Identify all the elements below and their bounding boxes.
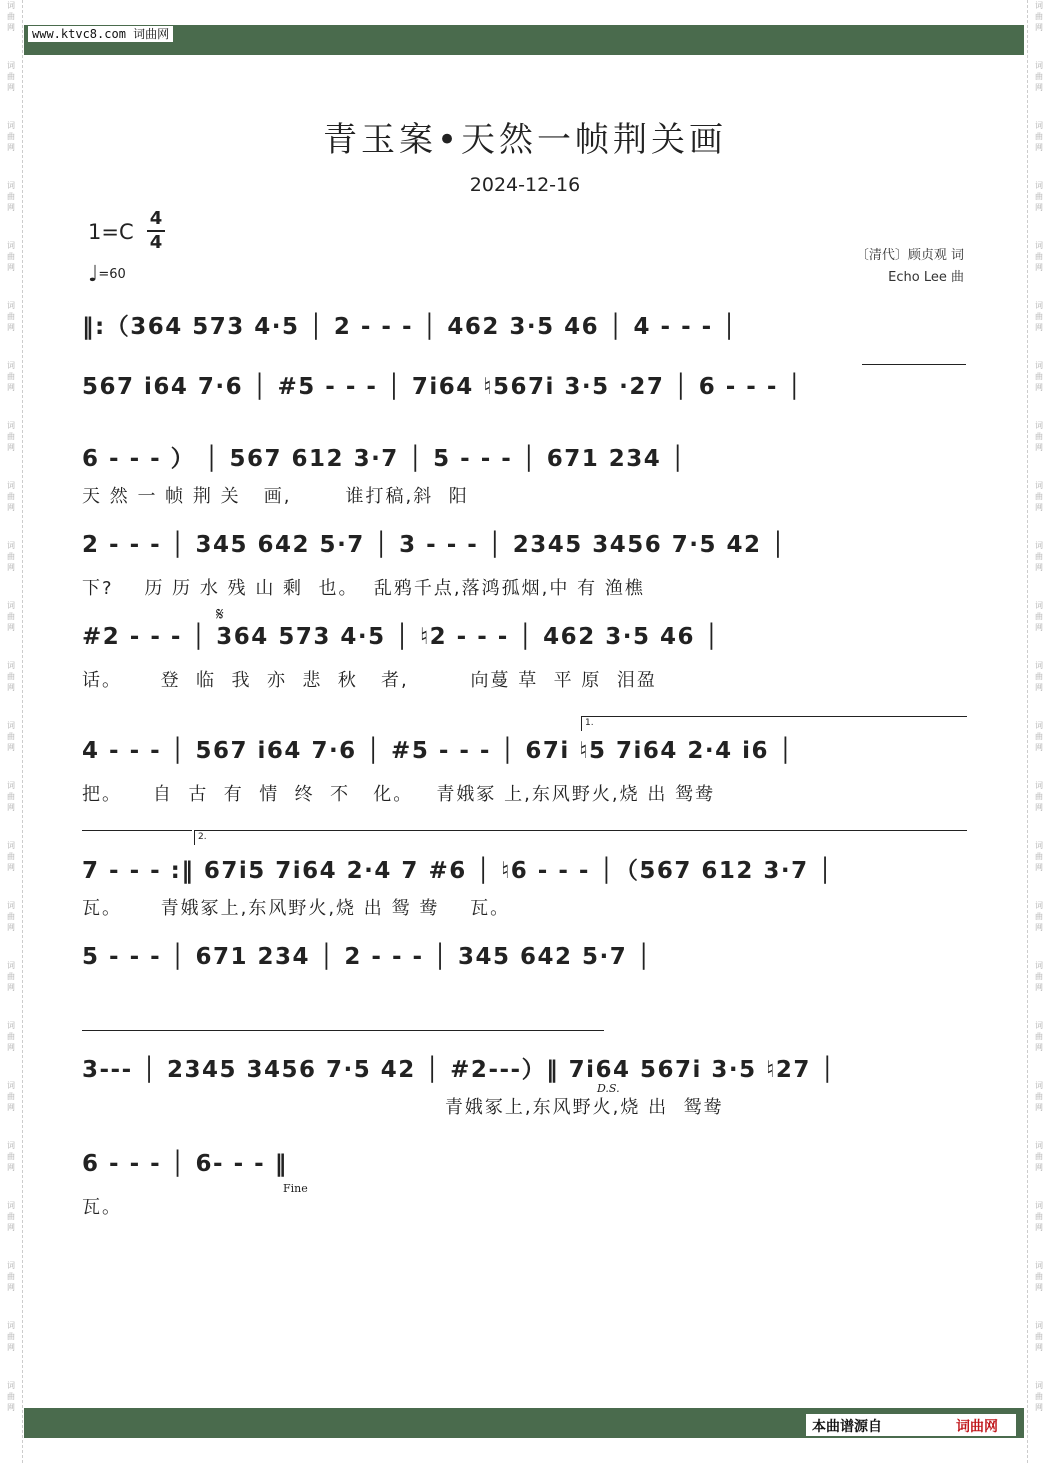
lyric-line-3: 天 然 一 帧 荆 关 画, 谁打稿,斜 阳 <box>82 486 469 507</box>
time-sig-top: 4 <box>149 208 163 229</box>
score-line-5: #2 - - - │ 364 573 4·5 │ ♮2 - - - │ 462 3·5 46 │ <box>82 624 720 650</box>
quarter-note-icon: ♩ <box>88 262 99 287</box>
side-watermark-text: 词 曲 网 <box>1035 781 1043 812</box>
brand-link[interactable]: 词曲网 <box>956 1419 998 1435</box>
key-signature: 1=C <box>88 220 134 244</box>
score-line-6: 4 - - - │ 567 i64 7·6 │ #5 - - - │ 67i ♮5 7i64 2·4 i6 │ <box>82 738 794 764</box>
side-watermark-text: 词 曲 网 <box>7 301 15 332</box>
score-line-10: 6 - - - │ 6- - - ‖ <box>82 1151 288 1177</box>
side-watermark-text: 词 曲 网 <box>1035 301 1043 332</box>
left-dashed-rule <box>22 0 23 1463</box>
score-line-8: 5 - - - │ 671 234 │ 2 - - - │ 345 642 5·7 │ <box>82 944 653 970</box>
side-watermark-text: 词 曲 网 <box>7 1141 15 1172</box>
volta-2-continuation <box>82 1030 604 1031</box>
tempo-mark <box>88 262 126 287</box>
volta-1-label: 1. <box>585 718 594 728</box>
lyricist-credit: 〔清代〕顾贞观 词 <box>855 248 964 263</box>
tie-line <box>862 364 966 365</box>
time-sig-bottom: 4 <box>147 230 165 254</box>
side-watermark-text: 词 曲 网 <box>1035 361 1043 392</box>
side-watermark-text: 词 曲 网 <box>7 481 15 512</box>
right-watermark-strip <box>1030 0 1048 1463</box>
site-url-link[interactable]: www.ktvc8.com 词曲网 <box>28 26 173 42</box>
score-line-4: 2 - - - │ 345 642 5·7 │ 3 - - - │ 2345 3456 7·5 42 │ <box>82 532 787 558</box>
score-line-7: 7 - - - :‖ 67i5 7i64 2·4 7 #6 │ ♮6 - - - │（567 612 3·7 │ <box>82 858 834 884</box>
lyric-line-7: 瓦。 青娥冢上,东风野火,烧 出 鸳 鸯 瓦。 <box>82 898 511 919</box>
score-line-1: ‖:（364 573 4·5 │ 2 - - - │ 462 3·5 46 │ 4 - - - │ <box>82 314 738 340</box>
side-watermark-text: 词 曲 网 <box>1035 1261 1043 1292</box>
side-watermark-text: 词 曲 网 <box>1035 481 1043 512</box>
side-watermark-text: 词 曲 网 <box>1035 1 1043 32</box>
volta-2-bracket <box>194 830 967 845</box>
score-line-2: 567 i64 7·6 │ #5 - - - │ 7i64 ♮567i 3·5 ·27 │ 6 - - - │ <box>82 374 803 400</box>
segno-icon: 𝄋 <box>216 604 224 625</box>
side-watermark-text: 词 曲 网 <box>7 901 15 932</box>
side-watermark-text: 词 曲 网 <box>1035 541 1043 572</box>
side-watermark-text: 词 曲 网 <box>7 361 15 392</box>
side-watermark-text: 词 曲 网 <box>7 241 15 272</box>
lyric-line-5: 话。 登 临 我 亦 悲 秋 者, 向蔓 草 平 原 泪盈 <box>82 670 657 691</box>
fine-mark: Fine <box>283 1182 308 1195</box>
side-watermark-text: 词 曲 网 <box>1035 1381 1043 1412</box>
side-watermark-text: 词 曲 网 <box>1035 601 1043 632</box>
side-watermark-text: 词 曲 网 <box>1035 1021 1043 1052</box>
side-watermark-text: 词 曲 网 <box>1035 61 1043 92</box>
side-watermark-text: 词 曲 网 <box>1035 121 1043 152</box>
side-watermark-text: 词 曲 网 <box>1035 1081 1043 1112</box>
footer-bar <box>24 1408 1024 1438</box>
lyric-line-4: 下? 历 历 水 残 山 剩 也。 乱鸦千点,落鸿孤烟,中 有 渔樵 <box>82 578 645 599</box>
score-line-3: 6 - - - ） │ 567 612 3·7 │ 5 - - - │ 671 234 │ <box>82 446 687 472</box>
side-watermark-text: 词 曲 网 <box>7 1021 15 1052</box>
header-bar <box>24 25 1024 55</box>
side-watermark-text: 词 曲 网 <box>7 781 15 812</box>
song-title: 青玉案•天然一帧荆关画 <box>322 120 728 160</box>
side-watermark-text: 词 曲 网 <box>7 1261 15 1292</box>
side-watermark-text: 词 曲 网 <box>1035 1321 1043 1352</box>
side-watermark-text: 词 曲 网 <box>1035 1141 1043 1172</box>
volta-2-label: 2. <box>198 832 207 842</box>
score-line-9: 3--- │ 2345 3456 7·5 42 │ #2---）‖ 7i64 567i 3·5 ♮27 │ <box>82 1057 836 1083</box>
right-dashed-rule <box>1027 0 1028 1463</box>
volta-1-continuation <box>82 830 192 831</box>
side-watermark-text: 词 曲 网 <box>7 961 15 992</box>
lyric-line-10: 瓦。 <box>82 1197 122 1218</box>
volta-1-bracket <box>581 716 967 731</box>
side-watermark-text: 词 曲 网 <box>7 1 15 32</box>
side-watermark-text: 词 曲 网 <box>7 841 15 872</box>
lyric-line-6: 把。 自 古 有 情 终 不 化。 青娥冢 上,东风野火,烧 出 鸳鸯 <box>82 784 716 805</box>
side-watermark-text: 词 曲 网 <box>7 601 15 632</box>
side-watermark-text: 词 曲 网 <box>7 661 15 692</box>
left-watermark-strip <box>2 0 20 1463</box>
side-watermark-text: 词 曲 网 <box>7 181 15 212</box>
song-date: 2024-12-16 <box>469 174 581 196</box>
side-watermark-text: 词 曲 网 <box>7 1081 15 1112</box>
side-watermark-text: 词 曲 网 <box>1035 241 1043 272</box>
side-watermark-text: 词 曲 网 <box>7 61 15 92</box>
side-watermark-text: 词 曲 网 <box>1035 961 1043 992</box>
dal-segno-mark: D.S. <box>597 1082 620 1095</box>
lyric-line-9: 青娥冢上,东风野火,烧 出 鸳鸯 <box>82 1097 724 1118</box>
side-watermark-text: 词 曲 网 <box>1035 181 1043 212</box>
side-watermark-text: 词 曲 网 <box>7 1381 15 1412</box>
source-label: 本曲谱源自 <box>812 1419 882 1435</box>
side-watermark-text: 词 曲 网 <box>7 1201 15 1232</box>
side-watermark-text: 词 曲 网 <box>7 721 15 752</box>
side-watermark-text: 词 曲 网 <box>1035 901 1043 932</box>
tempo-value: =60 <box>98 267 126 282</box>
side-watermark-text: 词 曲 网 <box>1035 1201 1043 1232</box>
side-watermark-text: 词 曲 网 <box>7 541 15 572</box>
side-watermark-text: 词 曲 网 <box>7 121 15 152</box>
side-watermark-text: 词 曲 网 <box>1035 421 1043 452</box>
source-badge[interactable] <box>806 1414 1016 1436</box>
time-signature <box>147 208 165 254</box>
side-watermark-text: 词 曲 网 <box>7 421 15 452</box>
side-watermark-text: 词 曲 网 <box>1035 841 1043 872</box>
side-watermark-text: 词 曲 网 <box>1035 661 1043 692</box>
side-watermark-text: 词 曲 网 <box>1035 721 1043 752</box>
side-watermark-text: 词 曲 网 <box>7 1321 15 1352</box>
composer-credit: Echo Lee 曲 <box>888 270 964 285</box>
